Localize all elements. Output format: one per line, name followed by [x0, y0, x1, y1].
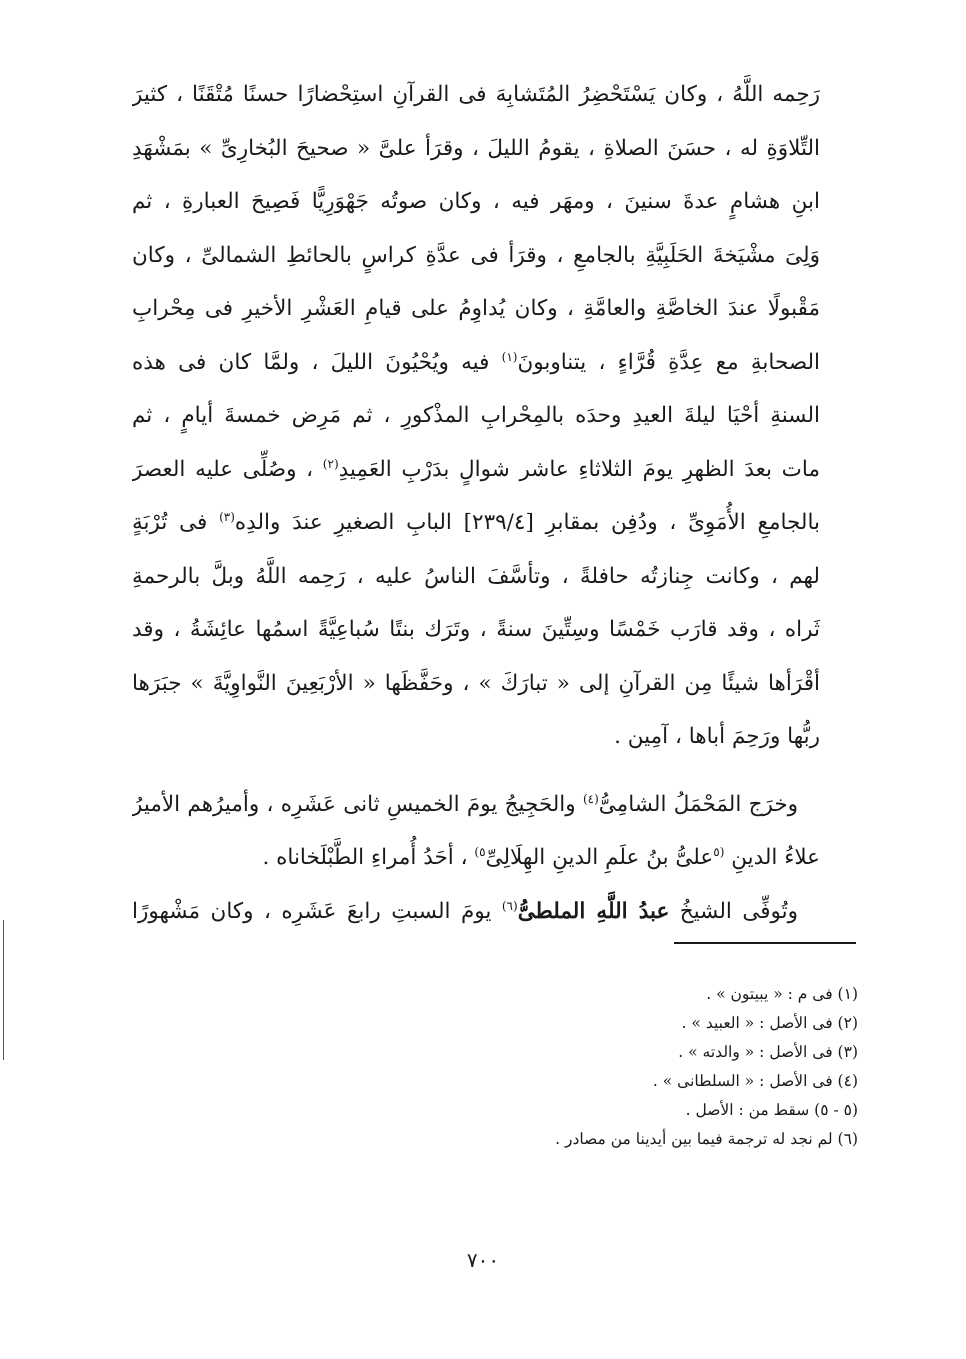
text-line: أقْرَأها شيئًا مِن القرآنِ إلى « تبارَكَ » ، وحَفَّظَها « الأرْبَعِينَ النَّواوِيَّةَ » جبَرَها: [132, 670, 820, 696]
text-segment: علاءُ الدينِ: [724, 845, 820, 870]
text-line: [132, 831, 820, 885]
text-segment: الصحابةِ مع عِدَّةِ قُرَّاءٍ ، يتناوبونَ: [517, 349, 820, 375]
footnote: (٣) فى الأصل : « والدته » .: [678, 1043, 858, 1061]
text-segment: فى تُرْبَةٍ: [132, 510, 220, 535]
footnote-marker: (٢): [322, 456, 339, 471]
scan-edge-mark: [3, 920, 4, 1060]
footnote-marker: (٤): [582, 791, 599, 806]
footnote: (٢) فى الأصل : « العبيد » .: [681, 1014, 858, 1032]
paragraph-gap: [132, 764, 820, 778]
text-line: ربُّها ورَحِمَ أباها ، آمِين .: [614, 724, 820, 749]
footnote-marker: (٥: [713, 844, 725, 859]
text-segment: بالجامعِ الأُمَوِىِّ ، ودُفِن بمقابرِ [٢٣٩/٤] البابِ الصغيرِ عندَ والدِه: [234, 510, 820, 535]
text-line: وَلِىَ مشْيَخةَ الحَلَبِيَّةِ بالجامعِ ، وقرَأ فى عدَّةِ كراسٍ بالحائطِ الشمالىِّ ، وكان: [132, 242, 820, 268]
text-line: [132, 496, 820, 550]
text-line: [132, 778, 820, 832]
text-segment: فيه ويُحْيُونَ الليلَ ، ولمَّا كان فى هذه: [132, 349, 502, 375]
text-segment: يومَ السبتِ رابعَ عَشَرِه ، وكان مَشْهورًا: [132, 898, 502, 924]
text-line: [132, 885, 820, 939]
text-segment: ، أحَدُ أُمراءِ الطَّبْلَخاناه .: [262, 845, 475, 870]
footnote-marker: (٣): [219, 509, 235, 524]
text-segment: وخرَج المَحْمَلُ الشامِىُّ: [598, 791, 798, 817]
text-line: رَحِمه اللَّهُ ، وكان يَسْتَحْضِرُ المُتَشابِهَ فى القرآنِ استِحْضارًا حسنًا مُتْقَنًا ، كثيرَ: [132, 82, 820, 107]
text-line: ابنِ هشامٍ عدةَ سنينَ ، ومهَر فيه ، وكان صوتُه جَهْوَرِيًّا فَصِيحَ العبارةِ ، ثم: [132, 189, 820, 214]
text-line: [132, 336, 820, 390]
footnote: (٥ - ٥) سقط من : الأصل .: [685, 1101, 858, 1119]
footnote-marker: (٦): [501, 898, 518, 913]
text-segment: والحَجِيجُ يومَ الخميسِ ثانى عَشَرِه ، وأميرُهم الأميرُ: [132, 791, 583, 817]
text-line: لهم ، وكانت جِنازتُه حافلةً ، وتأسَّفَ الناسُ عليه ، رَحِمه اللَّهُ وبلَّ بالرحمةِ: [132, 563, 820, 589]
text-segment: وتُوفِّى الشيخُ: [669, 898, 798, 924]
footnotes: [438, 980, 858, 1154]
footnote: (٤) فى الأصل : « السلطانى » .: [652, 1072, 858, 1090]
text-line: التِّلاوَةِ له ، حسَنَ الصلاةِ ، يقومُ الليلَ ، وقرَأ علىَّ « صحيحَ البُخارِىِّ » بمَشْهَدِ: [132, 135, 820, 161]
footnote-marker: ٥): [474, 844, 486, 859]
person-name: عبدُ اللَّهِ الملطىُّ: [517, 898, 670, 924]
footnote: (١) فى م : « يبيتون » .: [706, 985, 858, 1003]
text-line: ثَراه ، وقد قارَب خَمْسًا وسِتِّينَ سنةً ، وتَرَك بنتًا سُباعِيَّةً اسمُها عائِشَةُ ، وقد: [132, 617, 820, 642]
page-number: ٧٠٠: [466, 1248, 500, 1272]
text-line: [132, 443, 820, 497]
text-line: مَقْبولًا عندَ الخاصَّةِ والعامَّةِ ، وكان يُداوِمُ على قيامِ العَشْرِ الأخيرِ فى مِحْرابِ: [132, 296, 820, 321]
footnote: (٦) لم نجد له ترجمة فيما بين أيدينا من مصادر .: [555, 1130, 858, 1148]
footnote-separator: [674, 942, 856, 944]
text-segment: مات بعدَ الظهرِ يومَ الثلاثاءِ عاشر شوالٍ بدَرْبِ العَمِيدِ: [338, 456, 820, 482]
footnote-marker: (١): [501, 349, 518, 364]
text-segment: علىُّ بنُ علَمِ الدينِ الهِلَالِىِّ: [485, 845, 714, 870]
text-line: السنةِ أحْيَا ليلةَ العيدِ وحدَه بالمِحْرابِ المذْكورِ ، ثم مَرِض خمسةَ أيامٍ ، ثم: [132, 403, 820, 428]
main-text: [132, 68, 820, 938]
text-segment: ، وصُلِّى عليه العصرَ: [132, 456, 323, 482]
